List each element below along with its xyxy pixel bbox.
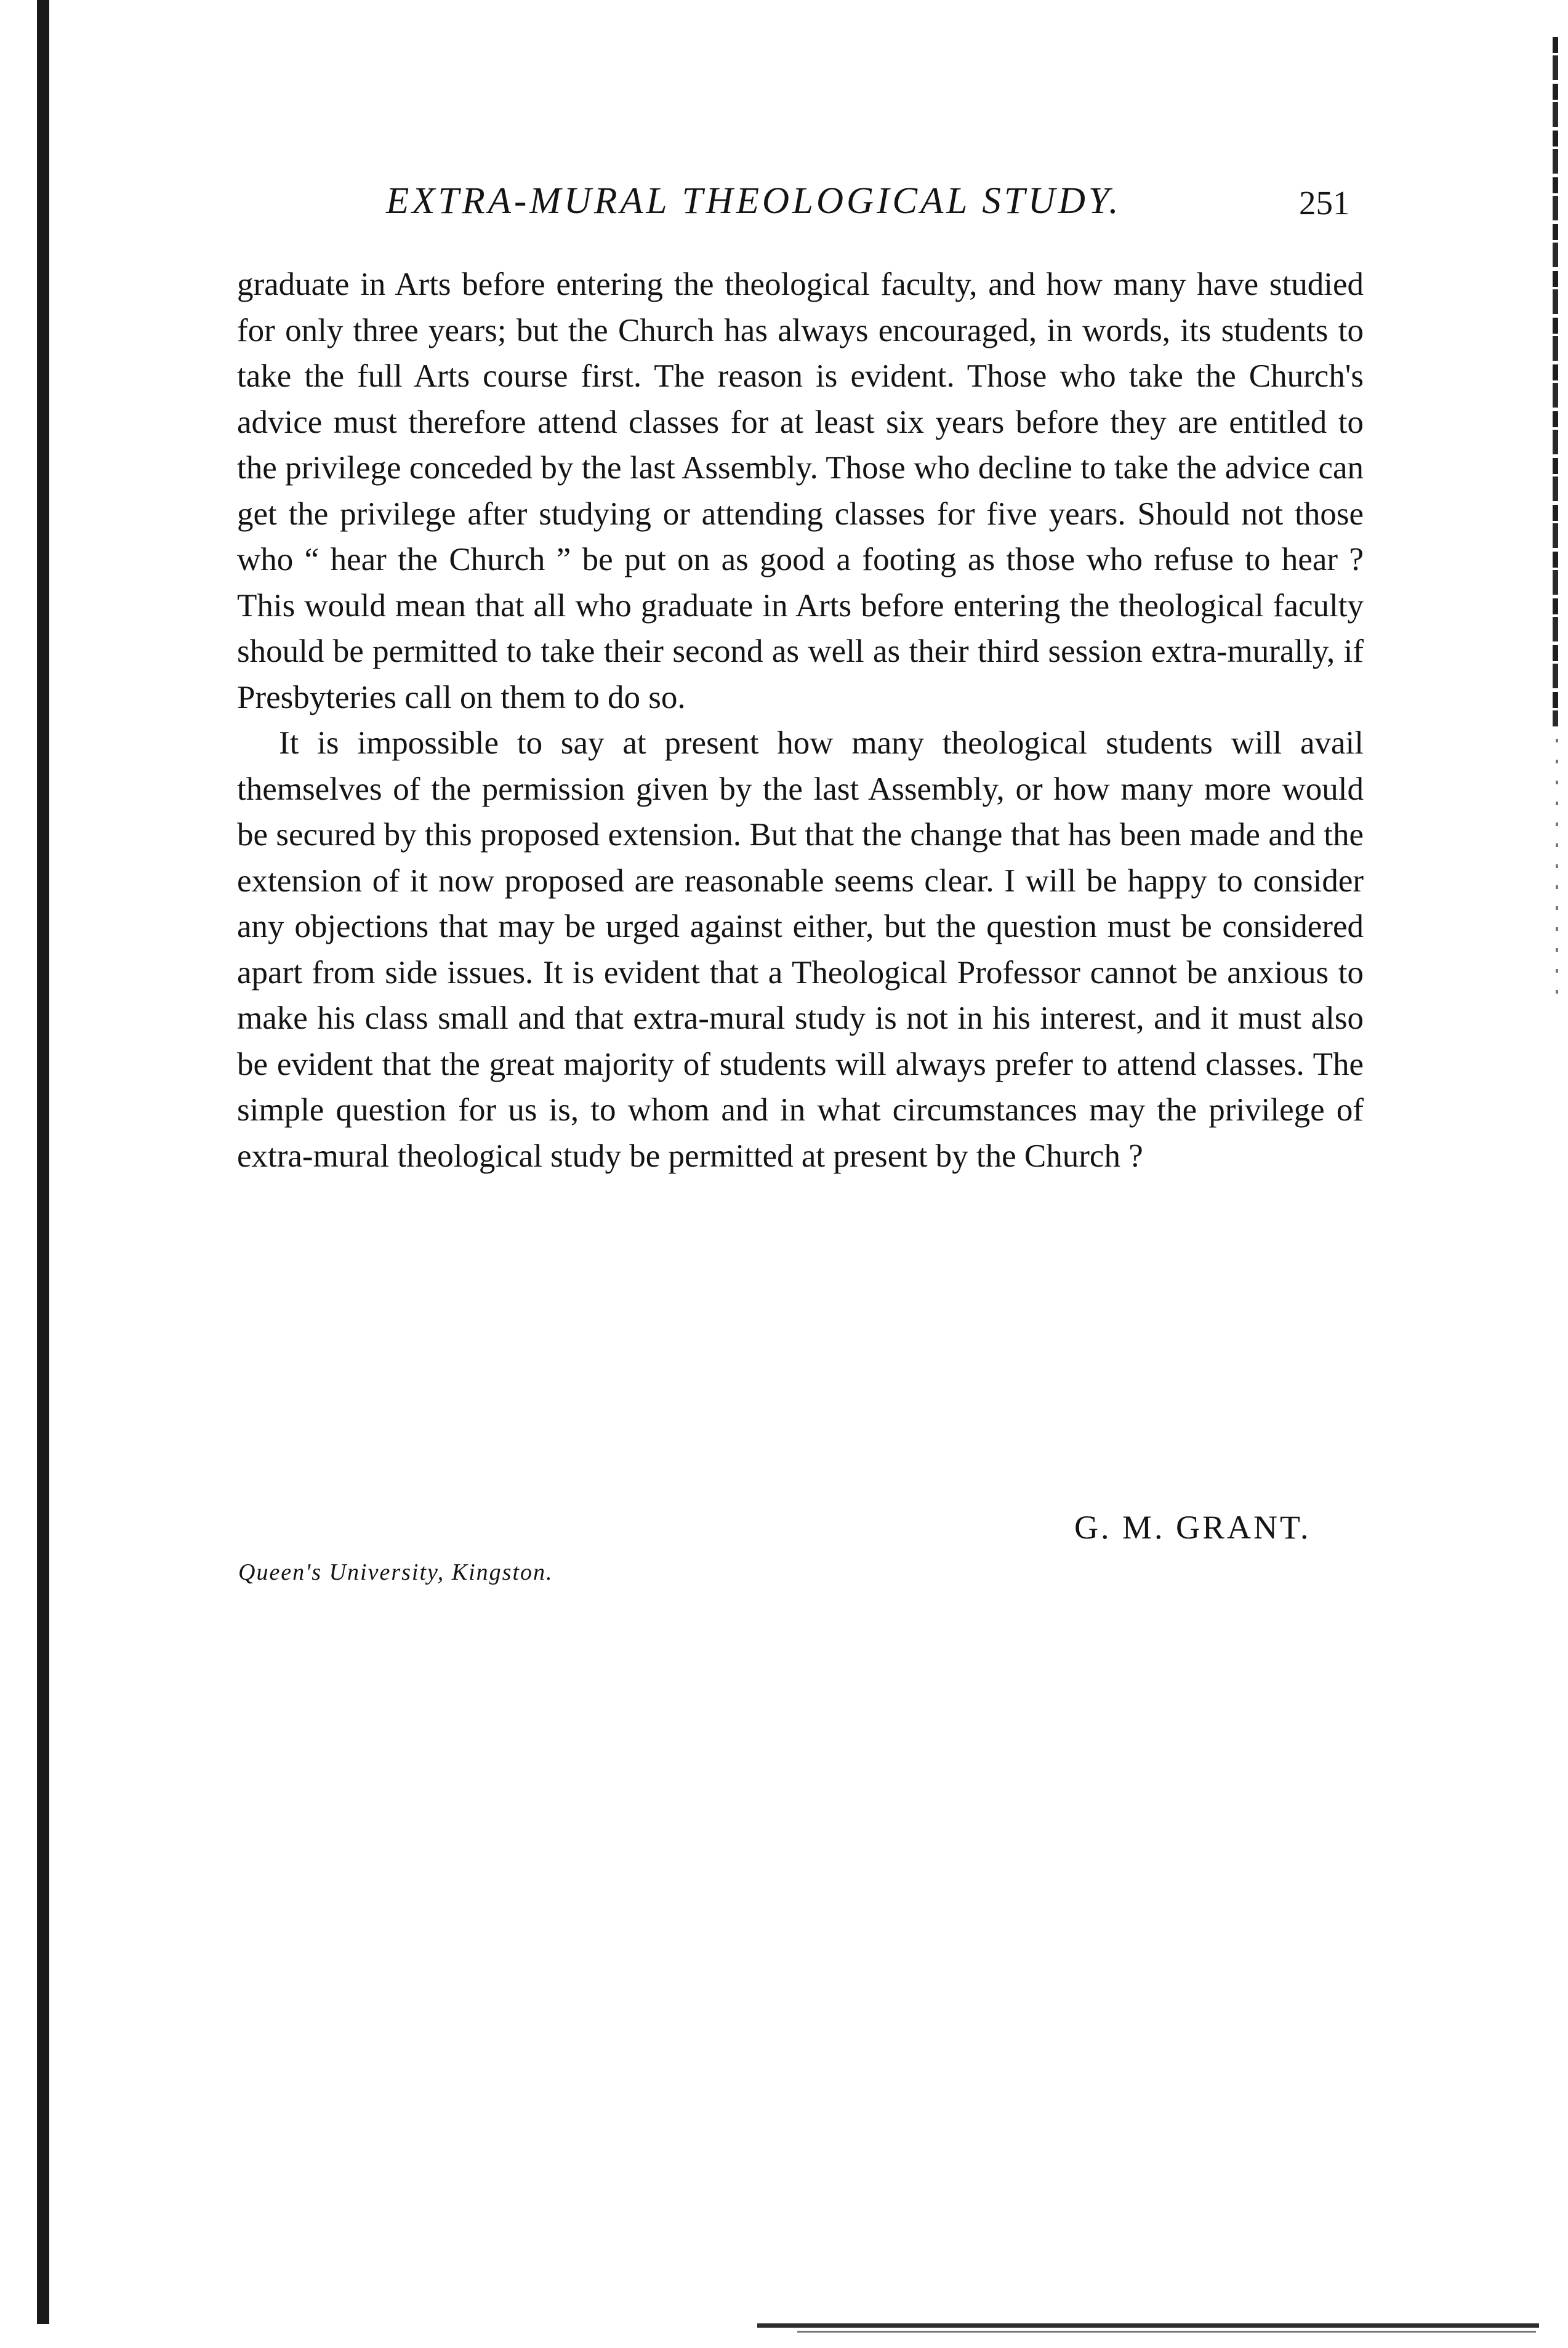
page-number: 251 <box>1299 184 1350 222</box>
paragraph-2: It is impossible to say at present how many theological students will avail themselves of the permission given by the last Assembly, or how many more would be secured by this proposed extension. But that the change that has been made and the extension of it now proposed are reasonable seems clear. I will be happy to consider any objections that may be urged against either, but the question must be considered apart from side issues. It is evident that a Theological Professor cannot be anxious to make his class small and that extra-mural study is not in his interest, and it must also be evident that the great majority of students will always prefer to attend classes. The simple question for us is, to whom and in what circumstances may the privilege of extra-mural theological study be permitted at present by the Church ? <box>237 725 1364 1174</box>
scan-bottom-rule-secondary <box>797 2331 1536 2333</box>
paragraph-1: graduate in Arts before entering the theological faculty, and how many have studied for only three years; but the Church has always encouraged, in words, its students to take the full Arts course first. The reason is evident. Those who take the Church's advice must therefore attend classes for at least six years before they are entitled to the privilege conceded by the last Assembly. Those who decline to take the advice can get the privilege after studying or attending classes for five years. Should not those who “ hear the Church ” be put on as good a footing as those who refuse to hear ? This would mean that all who graduate in Arts before entering the theological faculty should be permitted to take their second as well as their third session extra-murally, if Presbyteries call on them to do so. <box>237 267 1364 715</box>
author-signature: G. M. GRANT. <box>1074 1509 1311 1546</box>
place-line: Queen's University, Kingston. <box>238 1559 553 1585</box>
scan-edge-left <box>37 0 49 2324</box>
scan-edge-right-marks <box>1556 739 1558 997</box>
scan-edge-right <box>1553 37 1558 726</box>
body-text <box>237 262 1364 1179</box>
scan-bottom-rule <box>757 2323 1539 2328</box>
running-head: EXTRA-MURAL THEOLOGICAL STUDY. <box>386 180 1122 222</box>
